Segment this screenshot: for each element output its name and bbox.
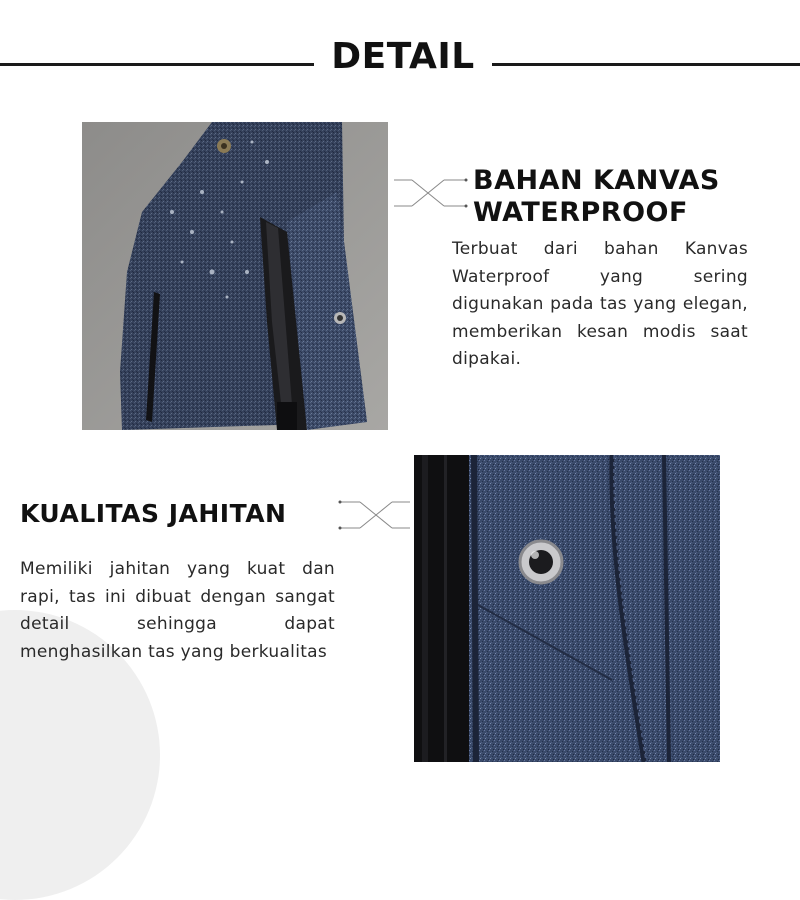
material-heading-line2: WATERPROOF — [473, 197, 688, 228]
material-heading-line1: BAHAN KANVAS — [473, 165, 720, 196]
bag-material-photo — [82, 122, 388, 430]
stitching-closeup-photo — [414, 455, 720, 762]
connector-line-2 — [338, 500, 412, 532]
stitching-heading: KUALITAS JAHITAN — [20, 499, 287, 528]
connector-line-1 — [394, 178, 468, 210]
stitching-description: Memiliki jahitan yang kuat dan rapi, tas ini dibuat dengan sangat detail sehingga dapat menghasilkan tas yang berkualitas — [20, 559, 335, 662]
material-description: Terbuat dari bahan Kanvas Waterproof yang sering digunakan pada tas yang elegan, memberikan kesan modis saat dipakai. — [452, 239, 748, 369]
material-heading — [473, 165, 773, 229]
title-rule-left — [0, 63, 314, 66]
page-title: DETAIL — [331, 36, 475, 77]
title-rule-right — [492, 63, 800, 66]
